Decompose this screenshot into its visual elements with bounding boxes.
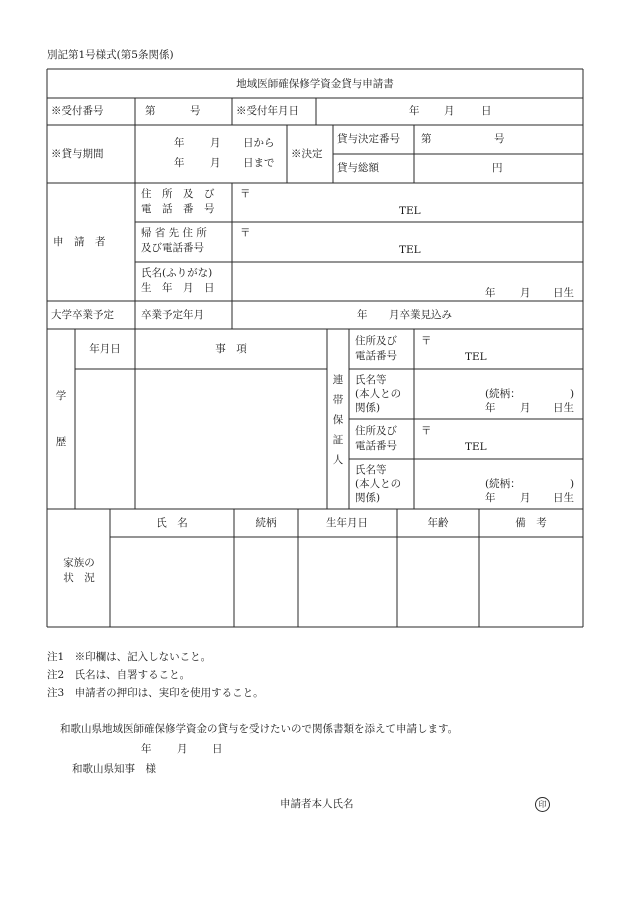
family-col-birthdate: 生年月日 <box>326 517 368 529</box>
family-col-relation: 続柄 <box>255 517 277 529</box>
date-day: 日 <box>212 743 223 755</box>
applicant-postal-mark: 〒 <box>240 188 251 200</box>
guarantor2-address-label-1: 住所及び <box>355 425 397 437</box>
loan-from-month: 月 <box>210 137 221 149</box>
date-month: 月 <box>177 743 188 755</box>
date-year: 年 <box>141 743 152 755</box>
seal-mark-icon: 印 <box>535 797 550 812</box>
form-reference: 別記第1号様式(第5条関係) <box>47 49 174 61</box>
reception-year: 年 <box>409 105 420 117</box>
home-tel: TEL <box>399 244 421 256</box>
guarantor2-birth-suffix: 日生 <box>553 492 574 504</box>
note-line: 注3 申請者の押印は、実印を使用すること。 <box>47 687 264 699</box>
guarantor-label-char: 保 <box>332 414 344 426</box>
form-title: 地域医師確保修学資金貸与申請書 <box>236 78 394 90</box>
guarantor2-name-label-2: (本人との <box>355 478 402 490</box>
decision-label: ※決定 <box>291 148 323 160</box>
note-line: 注2 氏名は、自署すること。 <box>47 669 191 681</box>
education-col-date: 年月日 <box>89 343 121 355</box>
addressee: 和歌山県知事 様 <box>72 763 156 775</box>
guarantor1-address-label-1: 住所及び <box>355 335 397 347</box>
applicant-birth-suffix: 日生 <box>553 287 574 299</box>
guarantor1-birth-suffix: 日生 <box>553 402 574 414</box>
loan-to-month: 月 <box>210 157 221 169</box>
guarantor1-postal-mark: 〒 <box>421 335 432 347</box>
guarantor1-birth-year: 年 <box>485 402 496 414</box>
applicant-name-label-1: 氏名(ふりがな) <box>141 267 213 279</box>
home-postal-mark: 〒 <box>240 227 251 239</box>
guarantor1-name-label-3: 関係) <box>355 402 381 414</box>
guarantor-label-char: 人 <box>332 454 344 466</box>
note-line: 注1 ※印欄は、記入しないこと。 <box>47 651 212 663</box>
family-label-1: 家族の <box>63 557 95 569</box>
guarantor1-tel: TEL <box>465 351 487 363</box>
reception-day: 日 <box>481 105 492 117</box>
guarantor2-relation-close: ) <box>570 478 575 490</box>
decision-number-prefix: 第 <box>421 133 432 145</box>
graduation-sub-label: 卒業予定年月 <box>141 309 204 321</box>
reception-month: 月 <box>444 105 455 117</box>
declaration-text: 和歌山県地域医師確保修学資金の貸与を受けたいので関係書類を添えて申請します。 <box>60 723 459 735</box>
family-col-age: 年齢 <box>427 517 449 529</box>
applicant-birth-month: 月 <box>520 287 531 299</box>
applicant-address-label-1: 住 所 及 び <box>141 188 215 200</box>
loan-to-suffix: 日まで <box>243 157 275 169</box>
guarantor2-name-label-3: 関係) <box>355 492 381 504</box>
home-address-label-1: 帰 省 先 住 所 <box>141 227 207 239</box>
family-col-name: 氏 名 <box>156 517 188 529</box>
decision-number-suffix: 号 <box>494 133 505 145</box>
loan-total-yen: 円 <box>492 162 503 174</box>
loan-from-suffix: 日から <box>243 137 275 149</box>
graduation-label: 大学卒業予定 <box>51 309 114 321</box>
guarantor1-relation-close: ) <box>570 388 575 400</box>
reception-number-prefix: 第 <box>145 105 156 117</box>
guarantor1-birth-month: 月 <box>520 402 531 414</box>
applicant-label: 申 請 者 <box>53 236 106 248</box>
applicant-name-label-2: 生 年 月 日 <box>141 282 215 294</box>
loan-total-label: 貸与総額 <box>337 162 379 174</box>
guarantor2-address-label-2: 電話番号 <box>355 440 397 452</box>
guarantor-label-char: 連 <box>332 374 344 386</box>
education-col-item: 事 項 <box>215 343 247 355</box>
guarantor2-postal-mark: 〒 <box>421 425 432 437</box>
guarantor2-relation-open: (続柄： <box>485 478 521 490</box>
loan-from-year: 年 <box>174 137 185 149</box>
applicant-birth-year: 年 <box>485 287 496 299</box>
graduation-year: 年 <box>357 309 368 321</box>
reception-date-label: ※受付年月日 <box>236 105 299 117</box>
family-label-2: 状 況 <box>63 572 95 584</box>
guarantor-label-char: 証 <box>332 434 344 446</box>
guarantor2-tel: TEL <box>465 441 487 453</box>
guarantor1-name-label-2: (本人との <box>355 388 402 400</box>
guarantor1-name-label-1: 氏名等 <box>355 374 387 386</box>
education-label-1: 学 <box>55 390 67 402</box>
loan-period-label: ※貸与期間 <box>51 148 104 160</box>
guarantor1-relation-open: (続柄： <box>485 388 521 400</box>
guarantor1-address-label-2: 電話番号 <box>355 350 397 362</box>
guarantor-label-char: 帯 <box>332 394 344 406</box>
reception-number-label: ※受付番号 <box>51 105 104 117</box>
applicant-tel: TEL <box>399 205 421 217</box>
guarantor2-birth-year: 年 <box>485 492 496 504</box>
graduation-suffix: 月卒業見込み <box>389 309 452 321</box>
applicant-address-label-2: 電 話 番 号 <box>141 203 215 215</box>
guarantor2-birth-month: 月 <box>520 492 531 504</box>
home-address-label-2: 及び電話番号 <box>141 242 204 254</box>
guarantor2-name-label-1: 氏名等 <box>355 464 387 476</box>
loan-to-year: 年 <box>174 157 185 169</box>
decision-number-label: 貸与決定番号 <box>337 133 400 145</box>
signature-label: 申請者本人氏名 <box>280 798 354 810</box>
education-label-2: 歴 <box>55 436 67 448</box>
reception-number-suffix: 号 <box>190 105 201 117</box>
family-col-remarks: 備 考 <box>515 517 547 529</box>
